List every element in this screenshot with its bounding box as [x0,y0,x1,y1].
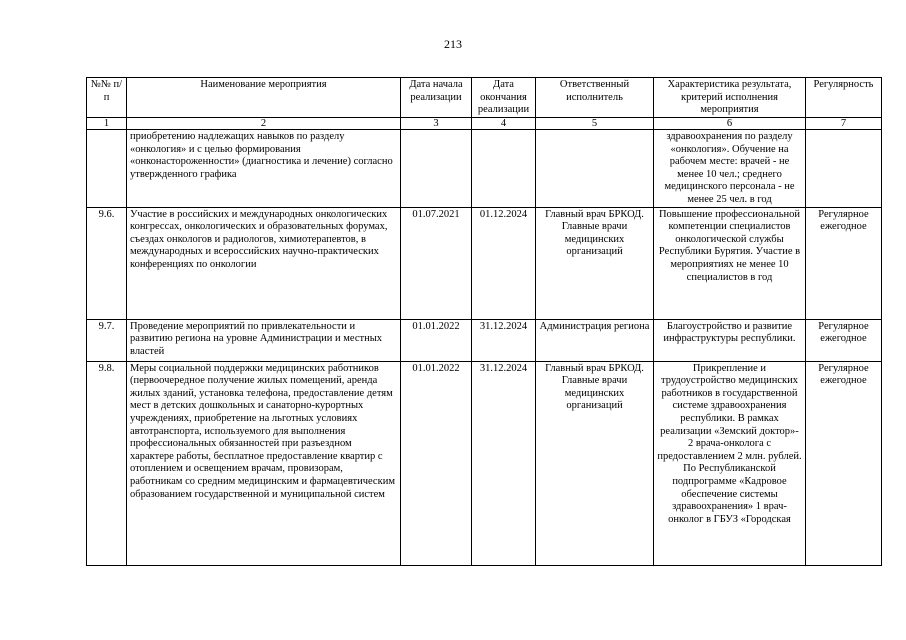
column-number: 1 [87,118,127,130]
row-start: 01.01.2022 [401,319,472,361]
table-row [87,207,882,319]
row-num: 9.6. [87,207,127,319]
header-regularity: Регулярность [806,78,882,118]
row-start [401,130,472,208]
column-number: 3 [401,118,472,130]
table-header-row [87,78,882,118]
row-num: 9.8. [87,361,127,565]
row-end [472,130,536,208]
row-start: 01.07.2021 [401,207,472,319]
row-regularity [806,130,882,208]
row-regularity: Регулярное ежегодное [806,319,882,361]
column-number: 2 [127,118,401,130]
row-name: Участие в российских и международных онкологических конгрессах, онкологических и образовательных форумах, съездах онкологов и радиологов, химиотерапевтов, в международных и всероссийских научно-практических конференциях по онкологии [127,207,401,319]
header-start: Дата начала реализации [401,78,472,118]
row-end: 31.12.2024 [472,319,536,361]
row-end: 01.12.2024 [472,207,536,319]
column-number: 6 [654,118,806,130]
row-responsible: Администрация региона [536,319,654,361]
column-number: 4 [472,118,536,130]
header-name: Наименование мероприятия [127,78,401,118]
column-number-row [87,118,882,130]
table-row [87,361,882,565]
row-responsible: Главный врач БРКОД. Главные врачи медицинских организаций [536,207,654,319]
page-number: 213 [444,37,462,51]
row-result: здравоохранения по разделу «онкология». Обучение на рабочем месте: врачей - не менее 10 чел.; среднего медицинского персонала - не менее 25 чел. в год [654,130,806,208]
row-result: Повышение профессиональной компетенции специалистов онкологической службы Республики Бурятия. Участие в мероприятиях не менее 10 специалистов в год [654,207,806,319]
row-num [87,130,127,208]
row-name: приобретению надлежащих навыков по разделу «онкология» и с целью формирования «онконастороженности» (диагностика и лечение) согласно утвержденного графика [127,130,401,208]
measures-table [86,77,882,566]
row-start: 01.01.2022 [401,361,472,565]
row-responsible [536,130,654,208]
header-end: Дата окончания реализации [472,78,536,118]
header-responsible: Ответственный исполнитель [536,78,654,118]
table-row [87,130,882,208]
row-name: Проведение мероприятий по привлекательности и развитию региона на уровне Администрации и местных властей [127,319,401,361]
row-result: Прикрепление и трудоустройство медицинских работников в государственной системе здравоохранения республики. В рамках реализации «Земский доктор»- 2 врача-онколога с предоставлением 2 млн. рублей. По Республиканской подпрограмме «Кадровое обеспечение системы здравоохранения» 1 врач-онколог в ГБУЗ «Городская [654,361,806,565]
row-regularity: Регулярное ежегодное [806,207,882,319]
table-row [87,319,882,361]
column-number: 7 [806,118,882,130]
row-num: 9.7. [87,319,127,361]
column-number: 5 [536,118,654,130]
row-name: Меры социальной поддержки медицинских работников (первоочередное получение жилых помещений, аренда жилых зданий, установка телефона, предоставление детям мест в детских дошкольных и санаторно-курортных учреждениях, приобретение на льготных условиях автотранспорта, используемого для выполнения профессиональных обязанностей при разъездном характере работы, бесплатное предоставление квартир с отоплением и освещением врачам, провизорам, работникам со средним медицинским и фармацевтическим образованием государственной и муниципальной систем [127,361,401,565]
row-end: 31.12.2024 [472,361,536,565]
row-result: Благоустройство и развитие инфраструктуры республики. [654,319,806,361]
row-responsible: Главный врач БРКОД. Главные врачи медицинских организаций [536,361,654,565]
row-regularity: Регулярное ежегодное [806,361,882,565]
header-num: №№ п/п [87,78,127,118]
header-result: Характеристика результата, критерий исполнения мероприятия [654,78,806,118]
